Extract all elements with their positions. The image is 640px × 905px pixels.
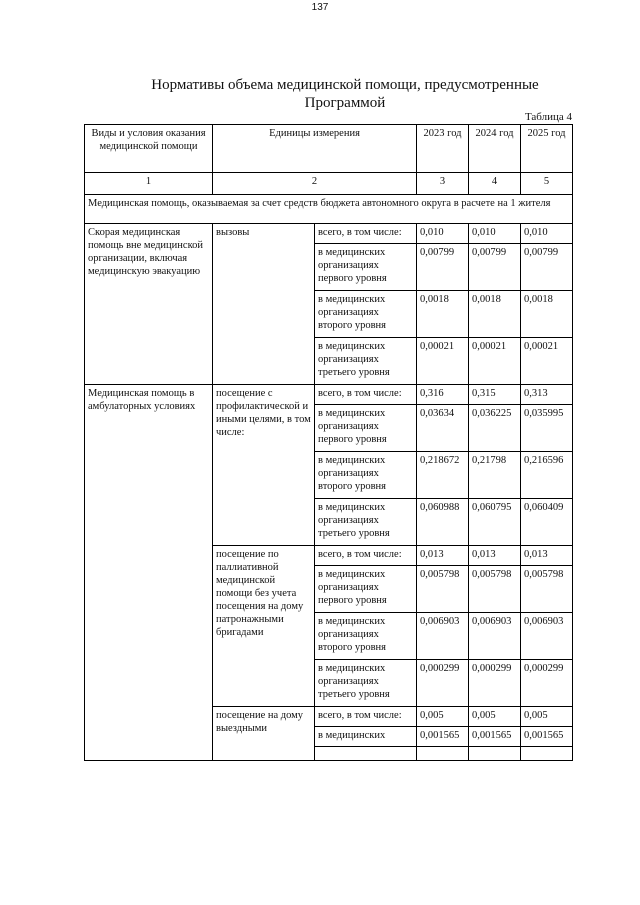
value-2024: 0,013 bbox=[469, 546, 521, 566]
norms-table bbox=[84, 124, 573, 761]
value-2025: 0,00799 bbox=[521, 244, 573, 291]
column-number-row bbox=[85, 173, 573, 195]
value-2024: 0,060795 bbox=[469, 499, 521, 546]
unit-cell: посещение с профилактической и иными целями, в том числе: bbox=[213, 385, 315, 546]
column-number: 5 bbox=[521, 173, 573, 195]
value-2025: 0,0018 bbox=[521, 291, 573, 338]
level-cell: в медицинских организациях первого уровня bbox=[315, 405, 417, 452]
level-cell: всего, в том числе: bbox=[315, 546, 417, 566]
page-number: 137 bbox=[311, 2, 329, 13]
value-2024: 0,006903 bbox=[469, 613, 521, 660]
header-row bbox=[85, 125, 573, 173]
table-row bbox=[85, 224, 573, 244]
value-2024: 0,010 bbox=[469, 224, 521, 244]
value-2025: 0,001565 bbox=[521, 727, 573, 747]
column-number: 3 bbox=[417, 173, 469, 195]
value-2023: 0,006903 bbox=[417, 613, 469, 660]
level-cell: в медицинских организациях третьего уровня bbox=[315, 499, 417, 546]
value-2023: 0,00021 bbox=[417, 338, 469, 385]
empty-cell bbox=[521, 747, 573, 761]
unit-cell: посещение на дому выездными bbox=[213, 707, 315, 761]
value-2025: 0,013 bbox=[521, 546, 573, 566]
level-cell: в медицинских организациях второго уровня bbox=[315, 291, 417, 338]
empty-cell bbox=[315, 747, 417, 761]
value-2025: 0,005798 bbox=[521, 566, 573, 613]
column-number: 4 bbox=[469, 173, 521, 195]
table-caption: Таблица 4 bbox=[524, 111, 572, 123]
value-2025: 0,006903 bbox=[521, 613, 573, 660]
value-2025: 0,000299 bbox=[521, 660, 573, 707]
value-2024: 0,00799 bbox=[469, 244, 521, 291]
value-2025: 0,010 bbox=[521, 224, 573, 244]
value-2023: 0,005798 bbox=[417, 566, 469, 613]
header-units: Единицы измерения bbox=[213, 125, 417, 173]
value-2024: 0,21798 bbox=[469, 452, 521, 499]
value-2024: 0,001565 bbox=[469, 727, 521, 747]
column-number: 2 bbox=[213, 173, 417, 195]
value-2023: 0,005 bbox=[417, 707, 469, 727]
value-2024: 0,005798 bbox=[469, 566, 521, 613]
value-2024: 0,036225 bbox=[469, 405, 521, 452]
level-cell: всего, в том числе: bbox=[315, 385, 417, 405]
value-2023: 0,001565 bbox=[417, 727, 469, 747]
level-cell: в медицинских организациях первого уровня bbox=[315, 244, 417, 291]
level-cell: в медицинских организациях третьего уровня bbox=[315, 338, 417, 385]
care-type-cell: Медицинская помощь в амбулаторных условиях bbox=[85, 385, 213, 761]
level-cell: в медицинских организациях первого уровня bbox=[315, 566, 417, 613]
value-2025: 0,060409 bbox=[521, 499, 573, 546]
value-2023: 0,0018 bbox=[417, 291, 469, 338]
level-cell: всего, в том числе: bbox=[315, 707, 417, 727]
value-2025: 0,035995 bbox=[521, 405, 573, 452]
unit-cell: посещение по паллиативной медицинской помощи без учета посещения на дому патронажными бригадами bbox=[213, 546, 315, 707]
section-row bbox=[85, 195, 573, 224]
table-row bbox=[85, 385, 573, 405]
value-2025: 0,216596 bbox=[521, 452, 573, 499]
value-2023: 0,010 bbox=[417, 224, 469, 244]
value-2023: 0,000299 bbox=[417, 660, 469, 707]
level-cell: в медицинских организациях третьего уровня bbox=[315, 660, 417, 707]
value-2023: 0,013 bbox=[417, 546, 469, 566]
unit-cell: вызовы bbox=[213, 224, 315, 385]
value-2025: 0,005 bbox=[521, 707, 573, 727]
level-cell: в медицинских организациях второго уровня bbox=[315, 452, 417, 499]
value-2025: 0,313 bbox=[521, 385, 573, 405]
value-2024: 0,0018 bbox=[469, 291, 521, 338]
column-number: 1 bbox=[85, 173, 213, 195]
empty-cell bbox=[469, 747, 521, 761]
value-2025: 0,00021 bbox=[521, 338, 573, 385]
value-2023: 0,00799 bbox=[417, 244, 469, 291]
value-2023: 0,060988 bbox=[417, 499, 469, 546]
value-2024: 0,00021 bbox=[469, 338, 521, 385]
value-2024: 0,000299 bbox=[469, 660, 521, 707]
value-2023: 0,218672 bbox=[417, 452, 469, 499]
header-type: Виды и условия оказания медицинской помощи bbox=[85, 125, 213, 173]
document-title: Нормативы объема медицинской помощи, предусмотренные Программой bbox=[151, 77, 539, 111]
level-cell: в медицинских организациях второго уровня bbox=[315, 613, 417, 660]
value-2024: 0,315 bbox=[469, 385, 521, 405]
value-2024: 0,005 bbox=[469, 707, 521, 727]
header-2023: 2023 год bbox=[417, 125, 469, 173]
value-2023: 0,03634 bbox=[417, 405, 469, 452]
care-type-cell: Скорая медицинская помощь вне медицинской организации, включая медицинскую эвакуацию bbox=[85, 224, 213, 385]
empty-cell bbox=[417, 747, 469, 761]
value-2023: 0,316 bbox=[417, 385, 469, 405]
level-cell: в медицинских bbox=[315, 727, 417, 747]
level-cell: всего, в том числе: bbox=[315, 224, 417, 244]
section-title: Медицинская помощь, оказываемая за счет средств бюджета автономного округа в расчете на 1 жителя bbox=[85, 195, 573, 224]
header-2025: 2025 год bbox=[521, 125, 573, 173]
header-2024: 2024 год bbox=[469, 125, 521, 173]
